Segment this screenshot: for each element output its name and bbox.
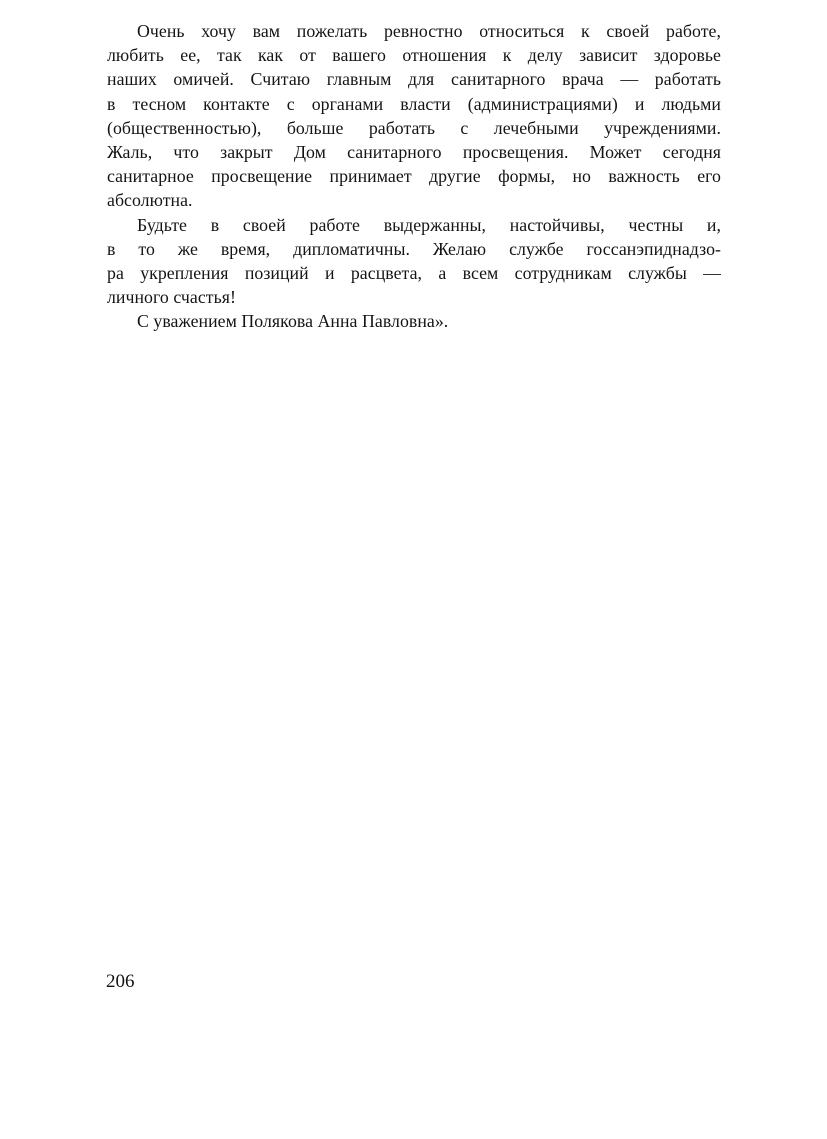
text-line: (общественностью), больше работать с лечебными учреждениями.: [107, 117, 721, 138]
paragraph-wishes: [107, 19, 721, 213]
text-line: Очень хочу вам пожелать ревностно относиться к своей работе,: [137, 21, 721, 41]
text-line: Жаль, что закрыт Дом санитарного просвещения. Может сегодня: [107, 141, 721, 162]
page-number: 206: [106, 971, 135, 992]
text-line: в тесном контакте с органами власти (администрациями) и людьми: [107, 93, 721, 114]
text-line: абсолютна.: [107, 190, 193, 211]
text-line: личного счастья!: [107, 287, 236, 308]
text-line: ра укрепления позиций и расцвета, а всем сотрудникам службы —: [107, 262, 721, 283]
text-line: санитарное просвещение принимает другие формы, но важность его: [107, 166, 721, 187]
paragraph-advice: [107, 213, 721, 310]
text-line: любить ее, так как от вашего отношения к делу зависит здоровье: [107, 45, 721, 66]
body-text: [107, 19, 721, 333]
text-line: Будьте в своей работе выдержанны, настойчивы, честны и,: [137, 214, 721, 235]
text-line: наших омичей. Считаю главным для санитарного врача — работать: [107, 69, 721, 90]
signature-line: С уважением Полякова Анна Павловна».: [137, 311, 449, 332]
text-line: в то же время, дипломатичны. Желаю службе госсанэпиднадзо-: [107, 238, 721, 259]
paragraph-signature: [107, 309, 721, 333]
